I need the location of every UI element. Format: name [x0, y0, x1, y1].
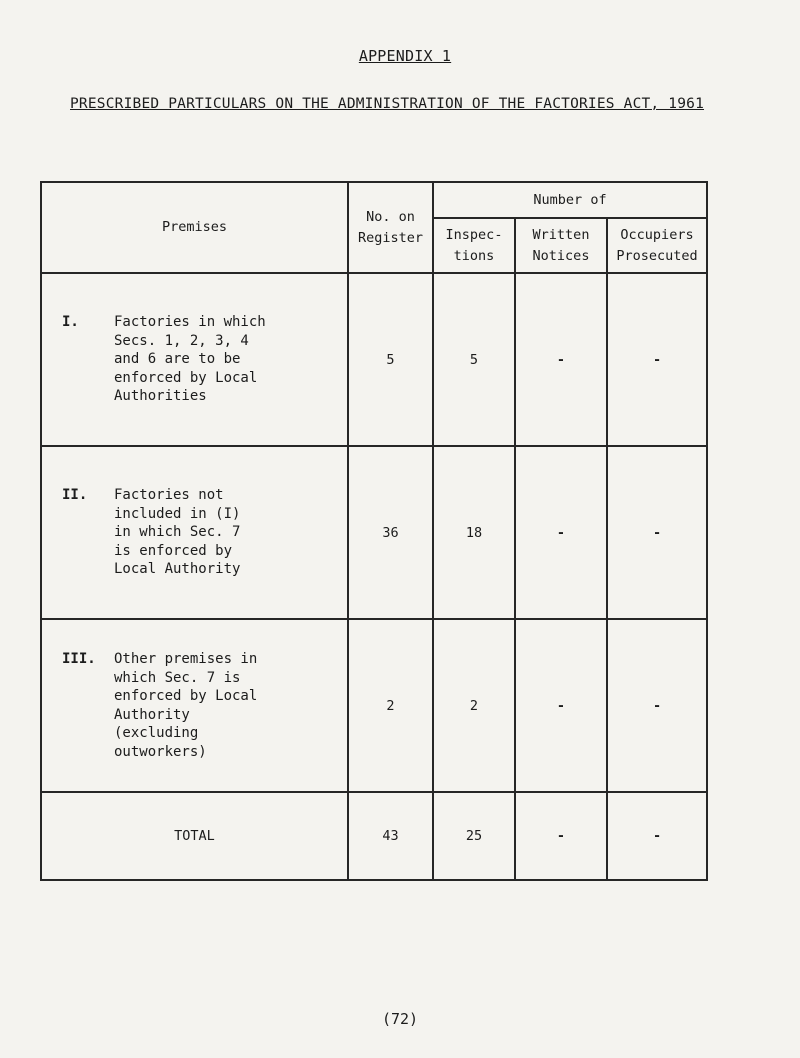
written-notices-value: -	[515, 619, 607, 792]
appendix-heading: APPENDIX 1	[358, 47, 452, 65]
occupiers-prosecuted-value: -	[607, 619, 707, 792]
register-value: 2	[348, 619, 433, 792]
written-notices-value: -	[515, 446, 607, 619]
inspections-value: 2	[433, 619, 515, 792]
written-notices-value: -	[515, 273, 607, 446]
inspections-value: 18	[433, 446, 515, 619]
table-row	[41, 446, 707, 619]
register-value: 5	[348, 273, 433, 446]
total-occupiers-prosecuted-value: -	[607, 792, 707, 880]
premises-header: Premises	[41, 182, 348, 273]
inspections-value: 5	[433, 273, 515, 446]
premises-cell	[41, 446, 348, 619]
row-number: II.	[62, 487, 88, 504]
table-row	[41, 273, 707, 446]
row-number: III.	[62, 651, 96, 667]
total-inspections-value: 25	[433, 792, 515, 880]
number-of-header: Number of	[433, 182, 707, 218]
row-number: I.	[62, 314, 79, 331]
occupiers-prosecuted-header: Occupiers Prosecuted	[607, 218, 707, 273]
register-value: 36	[348, 446, 433, 619]
total-row	[41, 792, 707, 880]
total-register-value: 43	[348, 792, 433, 880]
written-notices-header: Written Notices	[515, 218, 607, 273]
header-row-top	[41, 182, 707, 218]
occupiers-prosecuted-value: -	[607, 446, 707, 619]
page-number: (72)	[381, 1010, 419, 1028]
occupiers-prosecuted-value: -	[607, 273, 707, 446]
table-row	[41, 619, 707, 792]
factories-act-table	[40, 181, 708, 881]
premises-description: Factories in which Secs. 1, 2, 3, 4 and 6 are to be enforced by Local Authorities	[114, 314, 266, 405]
premises-cell	[41, 619, 348, 792]
total-label: TOTAL	[41, 792, 348, 880]
document-title: PRESCRIBED PARTICULARS ON THE ADMINISTRATION OF THE FACTORIES ACT, 1961	[70, 96, 705, 112]
premises-cell	[41, 273, 348, 446]
premises-description: Factories not included in (I) in which Sec. 7 is enforced by Local Authority	[114, 487, 241, 578]
premises-description: Other premises in which Sec. 7 is enforced by Local Authority (excluding outworkers)	[114, 651, 258, 760]
inspections-header: Inspec- tions	[433, 218, 515, 273]
total-written-notices-value: -	[515, 792, 607, 880]
register-header: No. on Register	[348, 182, 433, 273]
